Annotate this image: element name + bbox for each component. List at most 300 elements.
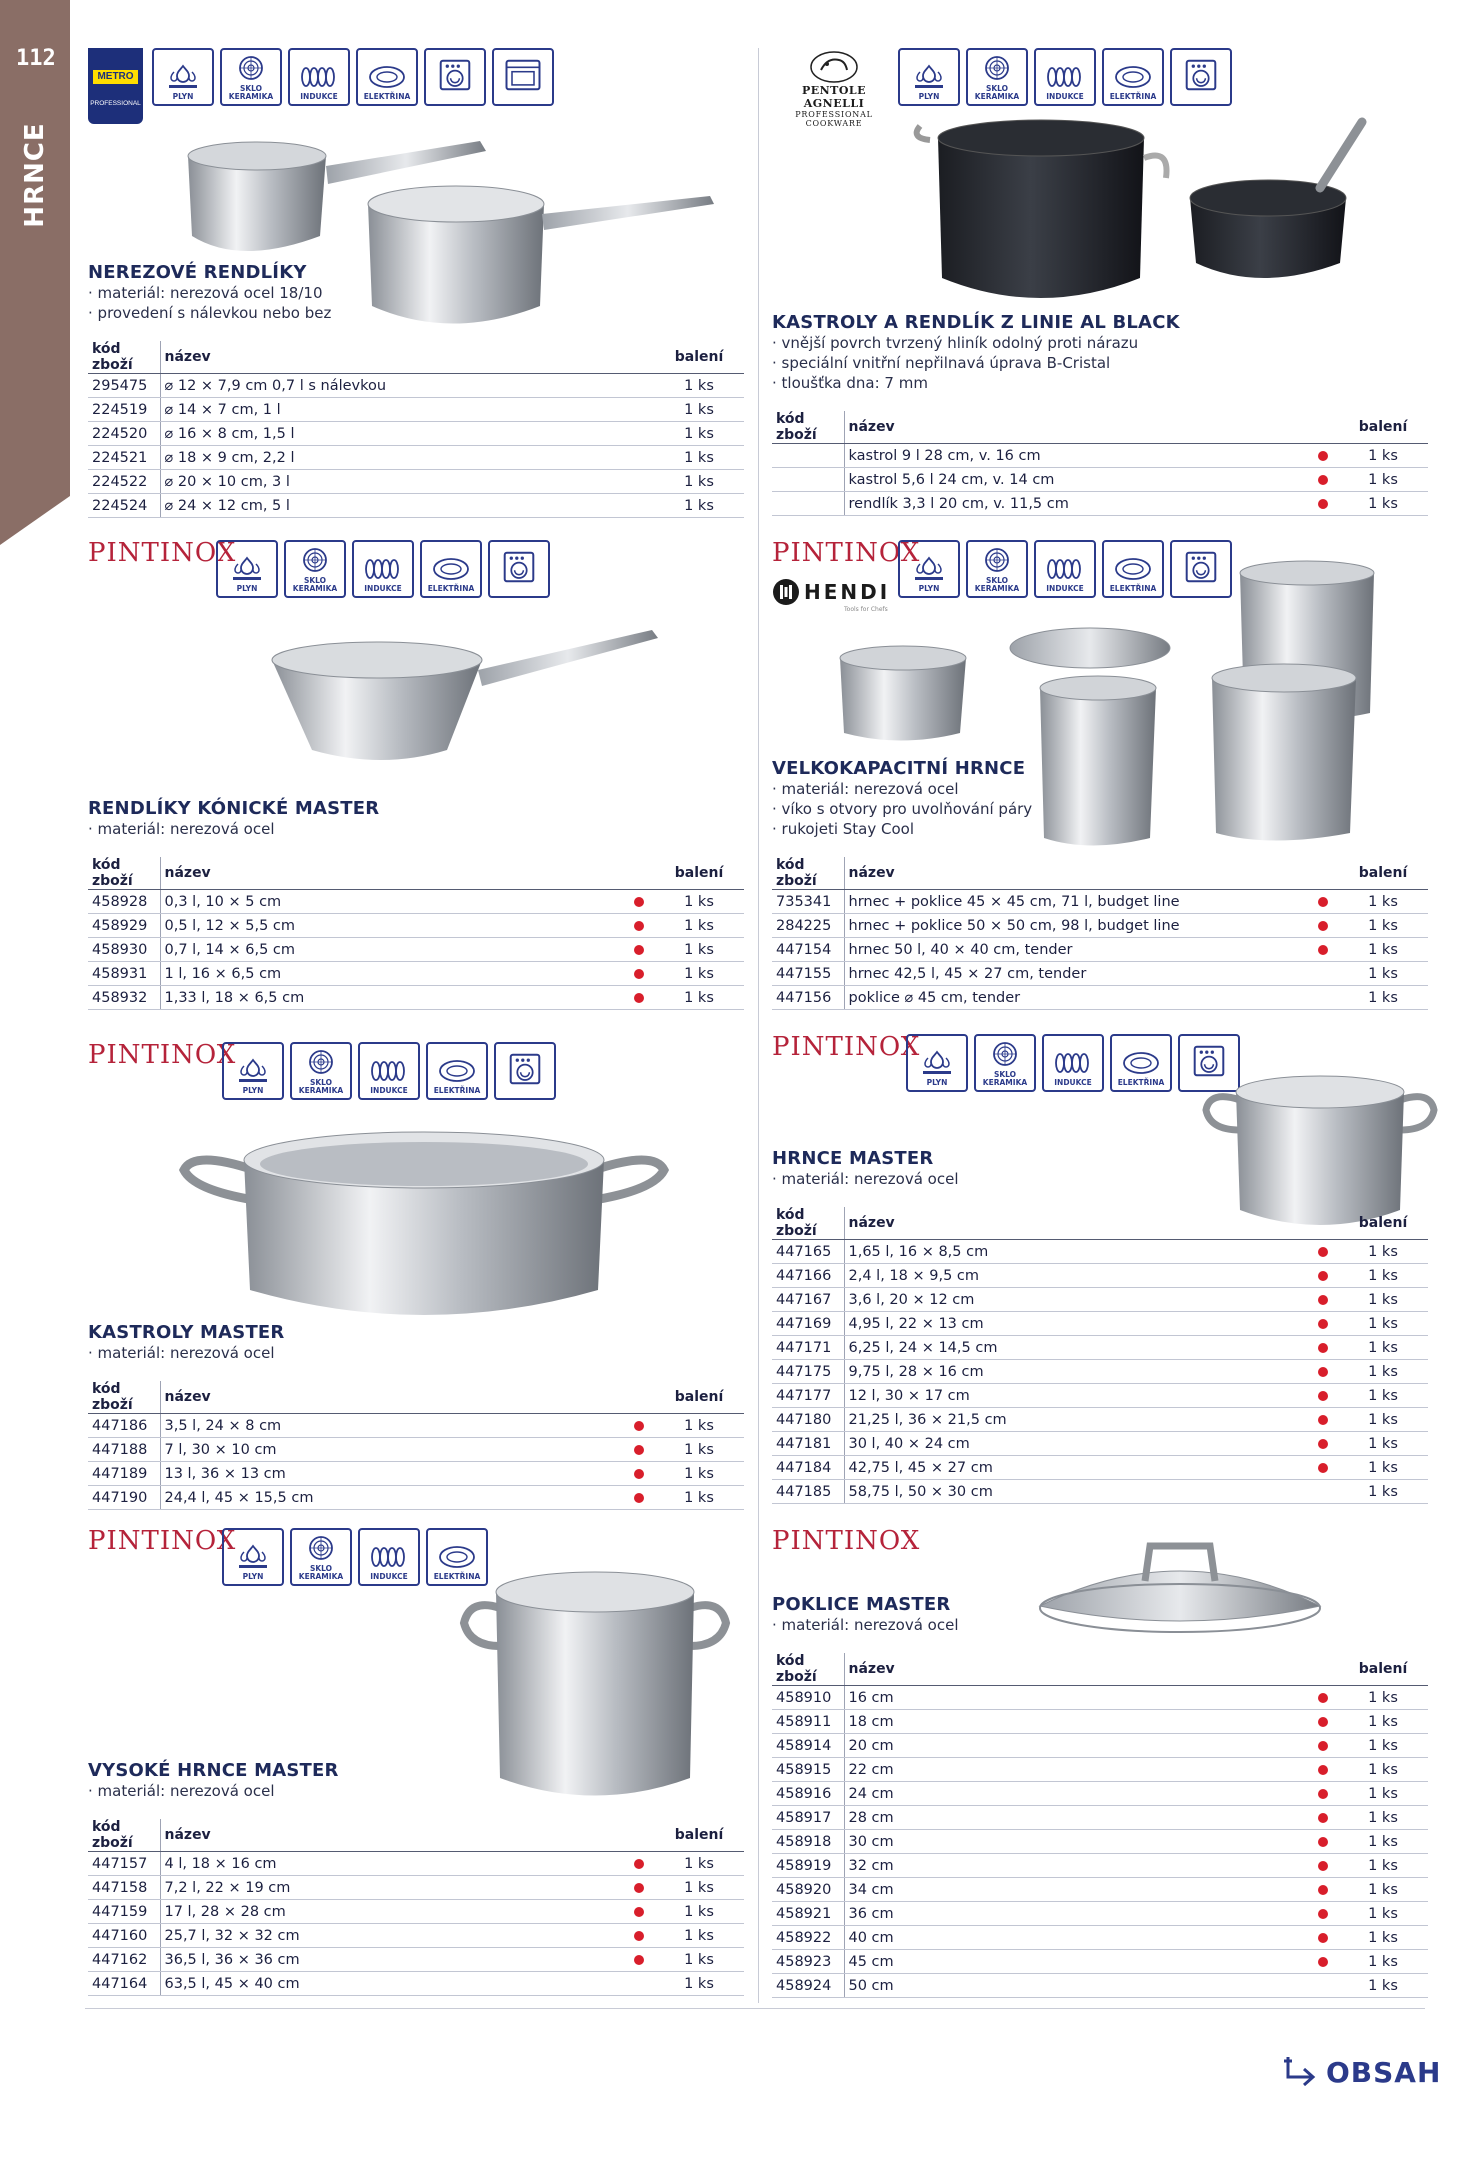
glass-cooktop-icon bbox=[974, 1034, 1036, 1092]
availability-cell bbox=[1308, 1902, 1338, 1926]
induction-cooktop-icon bbox=[358, 1528, 420, 1586]
product-name: 0,3 l, 10 × 5 cm bbox=[160, 890, 624, 914]
product-code: 458919 bbox=[772, 1854, 844, 1878]
dish-cooktop-icon bbox=[494, 1042, 556, 1100]
product-name: 50 cm bbox=[844, 1974, 1308, 1998]
product-unit: 1 ks bbox=[654, 1486, 744, 1510]
table-row bbox=[772, 1878, 1428, 1902]
red-dot-icon bbox=[1318, 1837, 1328, 1847]
product-name: 16 cm bbox=[844, 1686, 1308, 1710]
product-name: 30 cm bbox=[844, 1830, 1308, 1854]
header-name: název bbox=[844, 1207, 1308, 1240]
product-name: ⌀ 14 × 7 cm, 1 l bbox=[160, 398, 624, 422]
section-title: VYSOKÉ HRNCE MASTER bbox=[88, 1760, 339, 1781]
availability-cell bbox=[624, 938, 654, 962]
product-code: 458932 bbox=[88, 986, 160, 1010]
red-dot-icon bbox=[634, 1859, 644, 1869]
product-code: 447184 bbox=[772, 1456, 844, 1480]
product-code: 447158 bbox=[88, 1876, 160, 1900]
product-unit: 1 ks bbox=[1338, 492, 1428, 516]
electric-cooktop-icon bbox=[420, 540, 482, 598]
product-unit: 1 ks bbox=[1338, 1950, 1428, 1974]
induction-icon-label: INDUKCE bbox=[370, 1572, 408, 1581]
section-title: NEREZOVÉ RENDLÍKY bbox=[88, 262, 307, 283]
availability-cell bbox=[624, 962, 654, 986]
header-code: kód zboží bbox=[772, 857, 844, 890]
table-row bbox=[772, 938, 1428, 962]
red-dot-icon bbox=[1318, 1391, 1328, 1401]
induction-icon-label: INDUKCE bbox=[1046, 584, 1084, 593]
table-row bbox=[772, 468, 1428, 492]
red-dot-icon bbox=[1318, 1271, 1328, 1281]
product-unit: 1 ks bbox=[1338, 962, 1428, 986]
product-code: 458922 bbox=[772, 1926, 844, 1950]
table-row bbox=[772, 1312, 1428, 1336]
glass-icon-label: SKLO KERAMIKA bbox=[974, 84, 1020, 101]
product-code: 447165 bbox=[772, 1240, 844, 1264]
table-row bbox=[88, 1414, 744, 1438]
red-dot-icon bbox=[1318, 1813, 1328, 1823]
electric-icon-label: ELEKTŘINA bbox=[1109, 92, 1157, 101]
product-unit: 1 ks bbox=[654, 470, 744, 494]
gas-icon-label: PLYN bbox=[242, 1572, 264, 1581]
product-unit: 1 ks bbox=[654, 962, 744, 986]
cooktop-icons bbox=[222, 1042, 556, 1100]
product-unit: 1 ks bbox=[1338, 938, 1428, 962]
product-code: 447162 bbox=[88, 1948, 160, 1972]
cooktop-icons bbox=[898, 48, 1232, 106]
table-row bbox=[88, 494, 744, 518]
product-table bbox=[772, 1207, 1428, 1504]
section-kastroly-master bbox=[88, 1322, 744, 1510]
red-dot-icon bbox=[634, 1955, 644, 1965]
electric-icon-label: ELEKTŘINA bbox=[1109, 584, 1157, 593]
product-name: 3,6 l, 20 × 12 cm bbox=[844, 1288, 1308, 1312]
side-band bbox=[0, 0, 70, 545]
product-code: 224524 bbox=[88, 494, 160, 518]
electric-cooktop-icon bbox=[426, 1042, 488, 1100]
section-konicke bbox=[88, 798, 744, 1010]
dish-cooktop-icon bbox=[424, 48, 486, 106]
bullet-item: · materiál: nerezová ocel bbox=[772, 1169, 1428, 1189]
bullet-item: · materiál: nerezová ocel 18/10 bbox=[88, 283, 744, 303]
red-dot-icon bbox=[1318, 451, 1328, 461]
glass-icon-label: SKLO KERAMIKA bbox=[298, 1078, 344, 1095]
availability-cell bbox=[1308, 1926, 1338, 1950]
product-unit: 1 ks bbox=[654, 422, 744, 446]
red-dot-icon bbox=[1318, 1861, 1328, 1871]
product-unit: 1 ks bbox=[1338, 1878, 1428, 1902]
header-unit: balení bbox=[1338, 411, 1428, 444]
product-code: 447156 bbox=[772, 986, 844, 1010]
product-name: 30 l, 40 × 24 cm bbox=[844, 1432, 1308, 1456]
product-code: 447166 bbox=[772, 1264, 844, 1288]
header-unit: balení bbox=[654, 1819, 744, 1852]
table-row bbox=[88, 1462, 744, 1486]
product-code: 224522 bbox=[88, 470, 160, 494]
table-row bbox=[772, 1926, 1428, 1950]
product-code bbox=[772, 468, 844, 492]
section-title: RENDLÍKY KÓNICKÉ MASTER bbox=[88, 798, 380, 819]
availability-cell bbox=[624, 890, 654, 914]
product-name: 25,7 l, 32 × 32 cm bbox=[160, 1924, 624, 1948]
product-name: 3,5 l, 24 × 8 cm bbox=[160, 1414, 624, 1438]
table-row bbox=[772, 1336, 1428, 1360]
table-row bbox=[88, 938, 744, 962]
header-dot bbox=[624, 857, 654, 890]
product-code: 447155 bbox=[772, 962, 844, 986]
product-unit: 1 ks bbox=[654, 986, 744, 1010]
product-unit: 1 ks bbox=[1338, 1384, 1428, 1408]
product-unit: 1 ks bbox=[1338, 1264, 1428, 1288]
bullet-item: · materiál: nerezová ocel bbox=[772, 779, 1428, 799]
product-unit: 1 ks bbox=[1338, 1734, 1428, 1758]
product-unit: 1 ks bbox=[654, 1948, 744, 1972]
section-title: VELKOKAPACITNÍ HRNCE bbox=[772, 758, 1026, 779]
availability-cell bbox=[1308, 492, 1338, 516]
cooktop-icons bbox=[216, 540, 550, 598]
induction-cooktop-icon bbox=[1034, 48, 1096, 106]
section-velkokapacitni bbox=[772, 758, 1428, 1010]
product-name: ⌀ 18 × 9 cm, 2,2 l bbox=[160, 446, 624, 470]
availability-cell bbox=[624, 422, 654, 446]
red-dot-icon bbox=[1318, 1885, 1328, 1895]
product-code: 447157 bbox=[88, 1852, 160, 1876]
section-label bbox=[18, 122, 52, 228]
induction-cooktop-icon bbox=[1042, 1034, 1104, 1092]
section-bullets bbox=[772, 779, 1428, 839]
glass-icon-label: SKLO KERAMIKA bbox=[228, 84, 274, 101]
header-code: kód zboží bbox=[88, 1819, 160, 1852]
product-code: 458917 bbox=[772, 1806, 844, 1830]
product-unit: 1 ks bbox=[654, 890, 744, 914]
red-dot-icon bbox=[1318, 1415, 1328, 1425]
dish-cooktop-icon bbox=[488, 540, 550, 598]
product-unit: 1 ks bbox=[1338, 444, 1428, 468]
induction-icon-label: INDUKCE bbox=[300, 92, 338, 101]
table-row bbox=[772, 1456, 1428, 1480]
product-code: 447188 bbox=[88, 1438, 160, 1462]
availability-cell bbox=[1308, 1950, 1338, 1974]
product-name: 7,2 l, 22 × 19 cm bbox=[160, 1876, 624, 1900]
table-row bbox=[772, 1264, 1428, 1288]
header-code: kód zboží bbox=[88, 341, 160, 374]
availability-cell bbox=[1308, 1480, 1338, 1504]
glass-cooktop-icon bbox=[220, 48, 282, 106]
header-code: kód zboží bbox=[88, 1381, 160, 1414]
availability-cell bbox=[624, 1876, 654, 1900]
red-dot-icon bbox=[634, 921, 644, 931]
glass-icon-label: SKLO KERAMIKA bbox=[292, 576, 338, 593]
hendi-logo-name: HENDI bbox=[804, 580, 891, 604]
pintinox-logo: PINTINOX bbox=[88, 1040, 237, 1070]
availability-cell bbox=[1308, 1782, 1338, 1806]
section-bullets bbox=[88, 819, 744, 839]
table-row bbox=[772, 962, 1428, 986]
gas-cooktop-icon bbox=[898, 48, 960, 106]
header-name: název bbox=[844, 857, 1308, 890]
gas-icon-label: PLYN bbox=[236, 584, 258, 593]
availability-cell bbox=[1308, 1878, 1338, 1902]
table-row bbox=[772, 890, 1428, 914]
table-row bbox=[88, 422, 744, 446]
red-dot-icon bbox=[1318, 1343, 1328, 1353]
table-row bbox=[88, 1948, 744, 1972]
product-image-konicke bbox=[272, 620, 662, 770]
red-dot-icon bbox=[1318, 1319, 1328, 1329]
table-row bbox=[88, 890, 744, 914]
availability-cell bbox=[624, 1438, 654, 1462]
availability-cell bbox=[1308, 986, 1338, 1010]
product-image-al-black bbox=[920, 118, 1390, 314]
section-poklice bbox=[772, 1594, 1428, 1998]
header-code: kód zboží bbox=[772, 411, 844, 444]
section-bullets bbox=[88, 283, 744, 323]
product-unit: 1 ks bbox=[1338, 1360, 1428, 1384]
availability-cell bbox=[1308, 1806, 1338, 1830]
product-name: 12 l, 30 × 17 cm bbox=[844, 1384, 1308, 1408]
product-name: 42,75 l, 45 × 27 cm bbox=[844, 1456, 1308, 1480]
product-unit: 1 ks bbox=[654, 938, 744, 962]
red-dot-icon bbox=[1318, 1765, 1328, 1775]
product-unit: 1 ks bbox=[1338, 1782, 1428, 1806]
table-row bbox=[772, 1240, 1428, 1264]
product-code: 458918 bbox=[772, 1830, 844, 1854]
header-dot bbox=[1308, 1207, 1338, 1240]
metro-logo bbox=[88, 48, 143, 124]
product-unit: 1 ks bbox=[654, 398, 744, 422]
header-name: název bbox=[160, 857, 624, 890]
availability-cell bbox=[624, 1900, 654, 1924]
product-code: 458910 bbox=[772, 1686, 844, 1710]
bullet-item: · tloušťka dna: 7 mm bbox=[772, 373, 1428, 393]
page-number: 112 bbox=[16, 46, 56, 71]
induction-icon-label: INDUKCE bbox=[370, 1086, 408, 1095]
product-name: rendlík 3,3 l 20 cm, v. 11,5 cm bbox=[844, 492, 1308, 516]
red-dot-icon bbox=[634, 1445, 644, 1455]
induction-icon-label: INDUKCE bbox=[364, 584, 402, 593]
product-code: 447189 bbox=[88, 1462, 160, 1486]
product-unit: 1 ks bbox=[1338, 1432, 1428, 1456]
pintinox-logo: PINTINOX bbox=[88, 538, 237, 568]
availability-cell bbox=[1308, 1854, 1338, 1878]
header-unit: balení bbox=[654, 341, 744, 374]
product-unit: 1 ks bbox=[1338, 1240, 1428, 1264]
red-dot-icon bbox=[1318, 1933, 1328, 1943]
gas-icon-label: PLYN bbox=[918, 92, 940, 101]
product-unit: 1 ks bbox=[654, 1876, 744, 1900]
product-code: 447160 bbox=[88, 1924, 160, 1948]
red-dot-icon bbox=[1318, 1247, 1328, 1257]
availability-cell bbox=[624, 1948, 654, 1972]
product-code: 447181 bbox=[772, 1432, 844, 1456]
red-dot-icon bbox=[1318, 1909, 1328, 1919]
table-row bbox=[772, 1432, 1428, 1456]
red-dot-icon bbox=[634, 1907, 644, 1917]
red-dot-icon bbox=[1318, 1463, 1328, 1473]
table-row bbox=[772, 1288, 1428, 1312]
section-label-text: HRNCE bbox=[20, 122, 50, 228]
obsah-link[interactable] bbox=[1282, 2055, 1441, 2089]
section-title: POKLICE MASTER bbox=[772, 1594, 951, 1615]
red-dot-icon bbox=[1318, 1439, 1328, 1449]
product-name: 9,75 l, 28 × 16 cm bbox=[844, 1360, 1308, 1384]
product-table bbox=[772, 857, 1428, 1010]
section-al-black bbox=[772, 312, 1428, 516]
availability-cell bbox=[1308, 938, 1338, 962]
pentole-emblem-icon bbox=[809, 50, 859, 84]
red-dot-icon bbox=[1318, 1693, 1328, 1703]
table-row bbox=[772, 1408, 1428, 1432]
red-dot-icon bbox=[634, 1931, 644, 1941]
induction-cooktop-icon bbox=[288, 48, 350, 106]
product-name: ⌀ 24 × 12 cm, 5 l bbox=[160, 494, 624, 518]
table-row bbox=[772, 986, 1428, 1010]
table-row bbox=[772, 1854, 1428, 1878]
header-code: kód zboží bbox=[772, 1653, 844, 1686]
product-code: 458930 bbox=[88, 938, 160, 962]
red-dot-icon bbox=[634, 1469, 644, 1479]
dish-cooktop-icon bbox=[1170, 48, 1232, 106]
product-unit: 1 ks bbox=[654, 1924, 744, 1948]
product-code: 447175 bbox=[772, 1360, 844, 1384]
header-dot bbox=[1308, 857, 1338, 890]
red-dot-icon bbox=[1318, 1367, 1328, 1377]
product-name: 36,5 l, 36 × 36 cm bbox=[160, 1948, 624, 1972]
product-code: 447190 bbox=[88, 1486, 160, 1510]
red-dot-icon bbox=[1318, 499, 1328, 509]
product-name: 1,33 l, 18 × 6,5 cm bbox=[160, 986, 624, 1010]
product-name: 0,7 l, 14 × 6,5 cm bbox=[160, 938, 624, 962]
table-row bbox=[772, 492, 1428, 516]
product-name: ⌀ 16 × 8 cm, 1,5 l bbox=[160, 422, 624, 446]
product-code: 458915 bbox=[772, 1758, 844, 1782]
product-unit: 1 ks bbox=[654, 1462, 744, 1486]
induction-cooktop-icon bbox=[352, 540, 414, 598]
table-row bbox=[88, 470, 744, 494]
product-name: 34 cm bbox=[844, 1878, 1308, 1902]
header-unit: balení bbox=[1338, 857, 1428, 890]
product-name: 4,95 l, 22 × 13 cm bbox=[844, 1312, 1308, 1336]
product-unit: 1 ks bbox=[1338, 890, 1428, 914]
glass-cooktop-icon bbox=[290, 1042, 352, 1100]
product-name: poklice ⌀ 45 cm, tender bbox=[844, 986, 1308, 1010]
pentole-logo-sub: PROFESSIONAL COOKWARE bbox=[795, 110, 873, 128]
electric-cooktop-icon bbox=[1102, 48, 1164, 106]
product-code: 458929 bbox=[88, 914, 160, 938]
table-row bbox=[88, 1486, 744, 1510]
availability-cell bbox=[1308, 1710, 1338, 1734]
product-name: hrnec + poklice 45 × 45 cm, 71 l, budget line bbox=[844, 890, 1308, 914]
product-code: 447186 bbox=[88, 1414, 160, 1438]
product-unit: 1 ks bbox=[654, 1900, 744, 1924]
product-unit: 1 ks bbox=[1338, 1336, 1428, 1360]
availability-cell bbox=[624, 1486, 654, 1510]
header-dot bbox=[624, 1819, 654, 1852]
header-unit: balení bbox=[1338, 1653, 1428, 1686]
product-unit: 1 ks bbox=[1338, 986, 1428, 1010]
product-code: 458928 bbox=[88, 890, 160, 914]
glass-icon-label: SKLO KERAMIKA bbox=[974, 576, 1020, 593]
red-dot-icon bbox=[634, 1421, 644, 1431]
product-code: 458924 bbox=[772, 1974, 844, 1998]
availability-cell bbox=[1308, 1240, 1338, 1264]
product-code: 295475 bbox=[88, 374, 160, 398]
hendi-tagline: Tools for Chefs bbox=[844, 606, 888, 613]
header-dot bbox=[624, 1381, 654, 1414]
product-code: 458931 bbox=[88, 962, 160, 986]
availability-cell bbox=[624, 986, 654, 1010]
availability-cell bbox=[1308, 468, 1338, 492]
table-row bbox=[772, 1806, 1428, 1830]
cooktop-icons bbox=[152, 48, 554, 106]
electric-cooktop-icon bbox=[356, 48, 418, 106]
availability-cell bbox=[1308, 1288, 1338, 1312]
obsah-label: OBSAH bbox=[1326, 2055, 1442, 2089]
availability-cell bbox=[1308, 1758, 1338, 1782]
product-unit: 1 ks bbox=[654, 914, 744, 938]
product-name: 20 cm bbox=[844, 1734, 1308, 1758]
gas-icon-label: PLYN bbox=[918, 584, 940, 593]
product-name: hrnec + poklice 50 × 50 cm, 98 l, budget line bbox=[844, 914, 1308, 938]
availability-cell bbox=[624, 1972, 654, 1996]
table-row bbox=[772, 1758, 1428, 1782]
red-dot-icon bbox=[1318, 1295, 1328, 1305]
section-bullets bbox=[88, 1343, 744, 1363]
header-name: název bbox=[844, 411, 1308, 444]
bullet-item: · provedení s nálevkou nebo bez bbox=[88, 303, 744, 323]
availability-cell bbox=[1308, 914, 1338, 938]
glass-icon-label: SKLO KERAMIKA bbox=[982, 1070, 1028, 1087]
red-dot-icon bbox=[634, 993, 644, 1003]
product-code: 447185 bbox=[772, 1480, 844, 1504]
product-name: 17 l, 28 × 28 cm bbox=[160, 1900, 624, 1924]
induction-cooktop-icon bbox=[358, 1042, 420, 1100]
product-code bbox=[772, 492, 844, 516]
header-name: název bbox=[160, 341, 624, 374]
red-dot-icon bbox=[1318, 475, 1328, 485]
product-name: 32 cm bbox=[844, 1854, 1308, 1878]
table-row bbox=[88, 962, 744, 986]
red-dot-icon bbox=[1318, 945, 1328, 955]
pintinox-logo: PINTINOX bbox=[772, 1526, 921, 1556]
header-dot bbox=[1308, 411, 1338, 444]
electric-icon-label: ELEKTŘINA bbox=[433, 1086, 481, 1095]
red-dot-icon bbox=[1318, 897, 1328, 907]
red-dot-icon bbox=[634, 969, 644, 979]
table-row bbox=[88, 1972, 744, 1996]
availability-cell bbox=[1308, 1384, 1338, 1408]
red-dot-icon bbox=[1318, 1717, 1328, 1727]
electric-icon-label: ELEKTŘINA bbox=[427, 584, 475, 593]
oven-cooktop-icon bbox=[492, 48, 554, 106]
product-unit: 1 ks bbox=[1338, 1974, 1428, 1998]
table-row bbox=[88, 1924, 744, 1948]
header-unit: balení bbox=[654, 857, 744, 890]
column-divider bbox=[758, 48, 759, 2003]
header-unit: balení bbox=[654, 1381, 744, 1414]
product-code: 458923 bbox=[772, 1950, 844, 1974]
product-table bbox=[88, 1819, 744, 1996]
red-dot-icon bbox=[1318, 1741, 1328, 1751]
gas-cooktop-icon bbox=[222, 1042, 284, 1100]
product-unit: 1 ks bbox=[1338, 1854, 1428, 1878]
product-name: hrnec 50 l, 40 × 40 cm, tender bbox=[844, 938, 1308, 962]
table-row bbox=[772, 1686, 1428, 1710]
product-unit: 1 ks bbox=[1338, 914, 1428, 938]
hendi-emblem-icon bbox=[772, 578, 800, 606]
product-code: 447169 bbox=[772, 1312, 844, 1336]
